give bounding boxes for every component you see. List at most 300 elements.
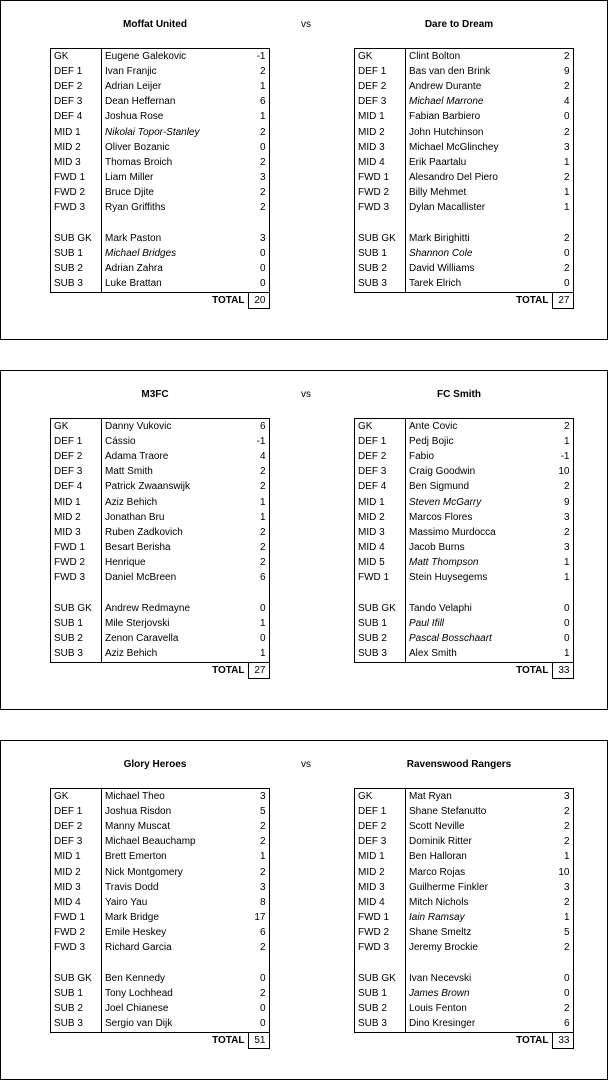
position-cell: SUB 2 [355,1002,406,1017]
spacer-row [51,956,270,971]
player-row [355,449,574,464]
player-row [51,556,270,571]
points-cell: 2 [248,125,269,140]
home-team-name: Glory Heroes [123,759,187,770]
home-lineup-table [50,418,270,679]
vs-label: vs [301,389,311,400]
position-cell: DEF 4 [51,480,102,495]
points-cell: 0 [248,277,269,293]
player-name-cell: Patrick Zwaanswijk [105,481,191,493]
position-cell: MID 3 [355,880,406,895]
position-cell: DEF 1 [355,64,406,79]
player-name-cell: Alesandro Del Piero [409,172,498,184]
player-row [355,64,574,79]
player-name-cell: Mat Ryan [406,789,553,805]
position-cell: SUB 3 [355,277,406,293]
player-name-cell: Brett Emerton [105,851,167,863]
points-cell: 3 [552,789,573,805]
total-row [355,1033,574,1049]
sub-row [51,971,270,986]
position-cell: SUB 3 [51,647,102,663]
sub-row [355,277,574,293]
player-name-cell: Louis Fenton [409,1003,467,1015]
position-cell: FWD 3 [355,941,406,956]
sub-row [51,632,270,647]
player-name-cell: John Hutchinson [409,126,484,138]
points-cell: 1 [552,434,573,449]
sub-row [51,246,270,261]
position-cell: SUB 3 [355,647,406,663]
player-name-cell: Shane Stefanutto [409,805,487,817]
points-cell: 2 [552,79,573,94]
player-row [51,110,270,125]
position-cell: MID 3 [355,525,406,540]
player-row [51,495,270,510]
player-name-cell: Manny Muscat [105,820,171,832]
player-name-cell: Bas van den Brink [409,65,491,77]
player-name-cell: Erik Paartalu [409,156,467,168]
position-cell: FWD 1 [355,171,406,186]
position-cell: DEF 3 [355,835,406,850]
home-team-name: Moffat United [123,19,187,30]
player-name-cell: Michael Bridges [105,248,177,260]
sub-row [355,632,574,647]
home-team-name: M3FC [141,389,169,400]
sub-row [51,1002,270,1017]
player-name-cell: Ben Kennedy [105,972,166,984]
points-cell: 2 [552,941,573,956]
points-cell: 0 [552,110,573,125]
player-name-cell: Dylan Macallister [409,202,486,214]
total-value: 27 [248,663,269,679]
position-cell: DEF 3 [51,465,102,480]
position-cell: GK [355,789,406,805]
position-cell: SUB 1 [355,616,406,631]
player-row [51,804,270,819]
points-cell: -1 [552,449,573,464]
player-row [51,465,270,480]
points-cell: 0 [552,277,573,293]
player-name-cell: Ante Covic [406,419,553,435]
position-cell: SUB 2 [51,632,102,647]
player-row [51,480,270,495]
player-name-cell: Thomas Broich [105,156,173,168]
player-name-cell: Michael McGlinchey [409,141,499,153]
position-cell: DEF 2 [355,79,406,94]
position-cell: SUB 1 [355,246,406,261]
position-cell: MID 3 [51,880,102,895]
points-cell: 3 [552,510,573,525]
points-cell: 2 [552,835,573,850]
position-cell: FWD 3 [51,941,102,956]
player-row [355,926,574,941]
total-label: TOTAL [516,664,549,676]
player-name-cell: Michael Theo [102,789,249,805]
player-name-cell: Mitch Nichols [409,896,469,908]
player-row [355,525,574,540]
points-cell: 1 [552,911,573,926]
player-name-cell: Adama Traore [105,450,169,462]
spacer-row [355,956,574,971]
points-cell: 1 [248,850,269,865]
position-cell: FWD 3 [51,201,102,216]
points-cell: 0 [552,616,573,631]
position-cell: MID 2 [355,125,406,140]
player-row [51,155,270,170]
player-row [51,125,270,140]
player-name-cell: Adrian Leijer [105,80,162,92]
player-name-cell: Joshua Risdon [105,805,172,817]
player-row [355,186,574,201]
total-label: TOTAL [516,1034,549,1046]
position-cell: DEF 2 [355,449,406,464]
player-row [355,850,574,865]
player-name-cell: Andrew Redmayne [105,602,191,614]
points-cell: 0 [248,632,269,647]
sub-row [355,601,574,616]
points-cell: 3 [248,231,269,246]
spacer-row [355,586,574,601]
player-row [51,510,270,525]
position-cell: SUB GK [51,601,102,616]
player-name-cell: Tony Lochhead [105,988,173,1000]
position-cell: MID 1 [355,495,406,510]
player-name-cell: David Williams [409,263,475,275]
player-name-cell: Mark Paston [105,232,162,244]
points-cell: 1 [552,571,573,586]
points-cell: 2 [552,231,573,246]
position-cell: SUB 1 [355,986,406,1001]
sub-row [51,262,270,277]
player-name-cell: Aziz Behich [102,647,249,663]
player-name-cell: Mile Sterjovski [105,618,170,630]
player-row [51,789,270,805]
player-row [355,895,574,910]
position-cell: SUB GK [355,601,406,616]
position-cell: DEF 3 [355,465,406,480]
position-cell: SUB GK [355,231,406,246]
player-name-cell: Jeremy Brockie [409,942,478,954]
points-cell: 3 [248,880,269,895]
sub-row [355,262,574,277]
player-name-cell: Tando Velaphi [409,602,472,614]
points-cell: 6 [552,1017,573,1033]
player-row [51,49,270,65]
points-cell: 2 [248,941,269,956]
player-name-cell: Cássio [105,435,136,447]
player-name-cell: Ryan Griffiths [105,202,166,214]
points-cell: 1 [552,647,573,663]
home-lineup-table [50,48,270,309]
player-row [51,434,270,449]
player-row [51,186,270,201]
position-cell: DEF 4 [355,480,406,495]
player-row [51,140,270,155]
position-cell: MID 2 [51,865,102,880]
player-name-cell: Steven McGarry [409,496,482,508]
player-name-cell: Ruben Zadkovich [105,526,183,538]
points-cell: 1 [248,616,269,631]
player-name-cell: Dean Heffernan [105,96,176,108]
total-label: TOTAL [212,664,245,676]
sub-row [355,246,574,261]
position-cell: SUB GK [355,971,406,986]
player-name-cell: Dino Kresinger [406,1017,553,1033]
sub-row [355,1002,574,1017]
position-cell: GK [51,49,102,65]
sub-row [51,601,270,616]
total-row [51,293,270,309]
player-row [355,510,574,525]
points-cell: 3 [248,789,269,805]
points-cell: 5 [248,804,269,819]
total-label: TOTAL [212,1034,245,1046]
position-cell: MID 3 [51,155,102,170]
player-name-cell: Jonathan Bru [105,511,165,523]
player-name-cell: Mark Birighitti [409,232,470,244]
player-row [355,49,574,65]
points-cell: 3 [552,541,573,556]
total-value: 33 [552,663,573,679]
sub-row [51,616,270,631]
position-cell: DEF 1 [51,804,102,819]
points-cell: 6 [248,419,269,435]
points-cell: 2 [248,865,269,880]
player-name-cell: Nikolai Topor-Stanley [105,126,200,138]
player-name-cell: Eugene Galekovic [102,49,249,65]
position-cell: DEF 2 [355,819,406,834]
player-name-cell: Oliver Bozanic [105,141,170,153]
points-cell: 10 [552,465,573,480]
sub-row [355,647,574,663]
player-row [51,865,270,880]
player-name-cell: Paul Ifill [409,618,445,630]
player-name-cell: Tarek Elrich [406,277,553,293]
points-cell: 2 [248,541,269,556]
points-cell: 3 [552,140,573,155]
points-cell: 3 [248,171,269,186]
points-cell: 6 [248,95,269,110]
away-team-name: Dare to Dream [424,19,494,30]
points-cell: 0 [248,262,269,277]
player-row [355,110,574,125]
player-row [355,465,574,480]
total-row [355,663,574,679]
player-name-cell: Mark Bridge [105,912,159,924]
points-cell: 2 [552,262,573,277]
player-row [355,941,574,956]
player-row [355,804,574,819]
position-cell: SUB 1 [51,986,102,1001]
position-cell: DEF 3 [51,835,102,850]
player-name-cell: Liam Miller [105,172,154,184]
position-cell: FWD 2 [51,556,102,571]
points-cell: 0 [248,1002,269,1017]
player-name-cell: Ben Sigmund [409,481,470,493]
total-label: TOTAL [516,294,549,306]
position-cell: DEF 2 [51,819,102,834]
player-name-cell: Matt Thompson [409,557,479,569]
player-row [355,480,574,495]
player-name-cell: Iain Ramsay [409,912,465,924]
player-row [355,865,574,880]
sub-row [51,231,270,246]
player-row [355,556,574,571]
position-cell: DEF 1 [51,434,102,449]
position-cell: FWD 3 [355,201,406,216]
player-name-cell: Clint Bolton [406,49,553,65]
away-lineup-table [354,418,574,679]
sub-row [51,1017,270,1033]
player-row [51,525,270,540]
position-cell: SUB 2 [51,1002,102,1017]
player-name-cell: James Brown [409,988,470,1000]
total-row [51,663,270,679]
position-cell: FWD 1 [51,541,102,556]
position-cell: DEF 1 [355,804,406,819]
points-cell: 2 [248,201,269,216]
player-row [355,571,574,586]
player-row [51,201,270,216]
player-name-cell: Jacob Burns [409,542,465,554]
position-cell: MID 2 [355,865,406,880]
player-row [355,95,574,110]
position-cell: DEF 1 [51,64,102,79]
points-cell: 2 [248,155,269,170]
player-name-cell: Pedj Bojic [409,435,454,447]
player-row [51,941,270,956]
points-cell: 17 [248,911,269,926]
points-cell: 1 [248,647,269,663]
player-row [355,541,574,556]
points-cell: 2 [552,819,573,834]
points-cell: 1 [248,495,269,510]
player-row [51,541,270,556]
player-row [51,171,270,186]
position-cell: FWD 1 [51,171,102,186]
player-row [355,835,574,850]
sub-row [355,616,574,631]
points-cell: 2 [552,525,573,540]
player-name-cell: Matt Smith [105,466,153,478]
points-cell: 1 [552,201,573,216]
player-row [51,571,270,586]
position-cell: MID 1 [51,850,102,865]
points-cell: 2 [248,64,269,79]
player-row [51,911,270,926]
player-name-cell: Richard Garcia [105,942,172,954]
position-cell: DEF 2 [51,449,102,464]
position-cell: MID 4 [355,541,406,556]
points-cell: -1 [248,49,269,65]
player-name-cell: Massimo Murdocca [409,526,496,538]
points-cell: 5 [552,926,573,941]
player-row [51,449,270,464]
position-cell: FWD 2 [51,186,102,201]
points-cell: 0 [552,632,573,647]
player-name-cell: Bruce Djite [105,187,154,199]
points-cell: -1 [248,434,269,449]
player-row [355,201,574,216]
total-value: 51 [248,1033,269,1049]
player-name-cell: Michael Marrone [409,96,484,108]
points-cell: 2 [248,480,269,495]
position-cell: GK [355,419,406,435]
position-cell: SUB 1 [51,616,102,631]
points-cell: 9 [552,495,573,510]
points-cell: 6 [248,571,269,586]
total-value: 20 [248,293,269,309]
points-cell: 2 [248,525,269,540]
position-cell: MID 5 [355,556,406,571]
away-team-name: Ravenswood Rangers [406,759,512,770]
points-cell: 1 [552,850,573,865]
player-name-cell: Scott Neville [409,820,465,832]
player-row [355,911,574,926]
player-name-cell: Travis Dodd [105,881,159,893]
sub-row [355,231,574,246]
points-cell: 2 [248,986,269,1001]
points-cell: 0 [248,140,269,155]
position-cell: DEF 2 [51,79,102,94]
points-cell: 2 [552,1002,573,1017]
player-name-cell: Yairo Yau [105,896,148,908]
position-cell: DEF 3 [355,95,406,110]
player-name-cell: Zenon Caravella [105,633,179,645]
position-cell: MID 4 [51,895,102,910]
position-cell: SUB 2 [355,632,406,647]
player-row [51,95,270,110]
player-row [355,880,574,895]
points-cell: 0 [248,601,269,616]
player-name-cell: Craig Goodwin [409,466,476,478]
points-cell: 2 [248,465,269,480]
points-cell: 2 [552,804,573,819]
home-lineup-table [50,788,270,1049]
player-name-cell: Ivan Franjic [105,65,157,77]
player-row [355,155,574,170]
position-cell: MID 3 [51,525,102,540]
player-row [51,819,270,834]
points-cell: 10 [552,865,573,880]
position-cell: DEF 1 [355,434,406,449]
player-row [51,926,270,941]
away-lineup-table [354,788,574,1049]
player-name-cell: Daniel McBreen [105,572,177,584]
player-name-cell: Billy Mehmet [409,187,467,199]
points-cell: 2 [552,419,573,435]
position-cell: GK [355,49,406,65]
player-row [355,140,574,155]
player-name-cell: Marcos Flores [409,511,473,523]
points-cell: 0 [248,246,269,261]
position-cell: FWD 1 [355,571,406,586]
player-row [51,64,270,79]
total-row [51,1033,270,1049]
match-card [0,370,608,710]
points-cell: 1 [248,510,269,525]
player-row [355,495,574,510]
points-cell: 2 [248,556,269,571]
points-cell: 0 [248,1017,269,1033]
position-cell: SUB 1 [51,246,102,261]
player-name-cell: Emile Heskey [105,927,167,939]
position-cell: FWD 2 [355,186,406,201]
points-cell: 2 [552,895,573,910]
player-row [355,419,574,435]
match-card [0,740,608,1080]
player-name-cell: Shane Smeltz [409,927,472,939]
